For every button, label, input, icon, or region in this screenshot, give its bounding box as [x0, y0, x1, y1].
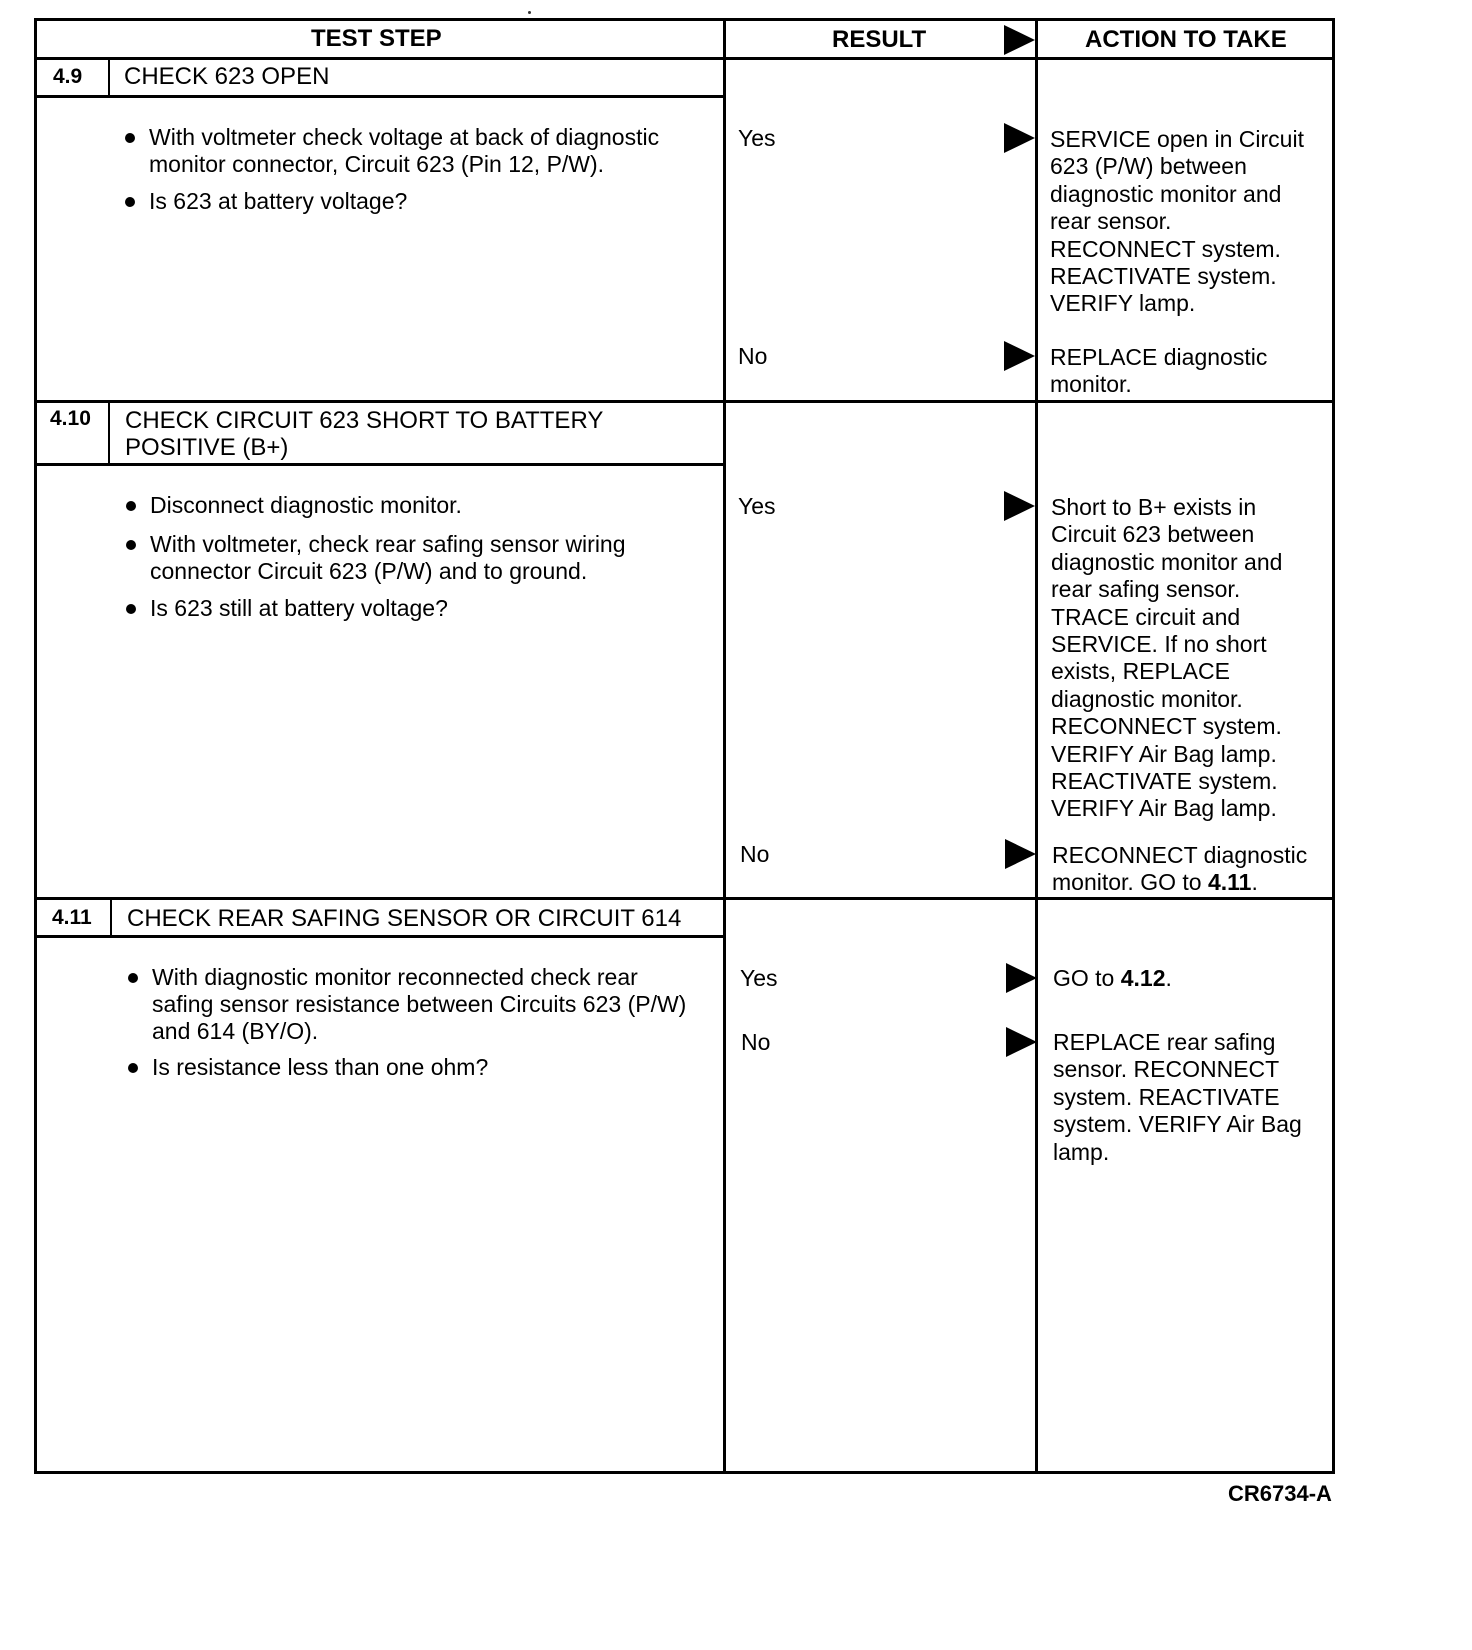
action-text: RECONNECT diagnostic monitor. GO to 4.11. — [1052, 842, 1308, 896]
step-number: 4.11 — [52, 906, 92, 929]
list-item: With voltmeter check voltage at back of diagnostic monitor connector, Circuit 623 (Pin 12, P/W). — [123, 124, 659, 178]
step-number-divider — [110, 899, 112, 936]
action-text: Short to B+ exists in Circuit 623 between diagnostic monitor and rear safing sensor. TRACE circuit and SERVICE. If no short exists, REPLACE diagnostic monitor. RECONNECT system. VERIFY Air Bag lamp. REACTIVATE system. VERIFY Air Bag lamp. — [1051, 494, 1283, 822]
step-number-divider — [108, 58, 110, 96]
action-text: REPLACE diagnostic monitor. — [1050, 344, 1268, 398]
result-arrow-icon — [1004, 962, 1038, 994]
table-border-right — [1332, 18, 1335, 1474]
list-item: Is 623 at battery voltage? — [123, 188, 407, 215]
step-title-underline — [35, 95, 725, 98]
header-arrow-icon — [1002, 24, 1036, 56]
result-label: Yes — [738, 493, 776, 519]
list-item: With diagnostic monitor reconnected check rear safing sensor resistance between Circuits 623 (P/W) and 614 (BY/O). — [126, 964, 686, 1045]
table-border-top — [35, 18, 1334, 21]
step-reference-link: 4.12 — [1120, 965, 1166, 991]
table-border-left — [34, 18, 37, 1474]
list-item: With voltmeter, check rear safing sensor wiring connector Circuit 623 (P/W) and to ground. — [124, 531, 626, 585]
step-title: CHECK CIRCUIT 623 SHORT TO BATTERY POSITIVE (B+) — [125, 407, 604, 461]
bullet-icon — [128, 973, 138, 983]
step-title-underline — [35, 935, 725, 938]
column-divider-action — [1035, 18, 1038, 1474]
step-reference-link: 4.11 — [1207, 869, 1252, 896]
step-title: CHECK 623 OPEN — [124, 63, 330, 90]
list-item: Disconnect diagnostic monitor. — [124, 492, 462, 519]
step-number: 4.9 — [53, 65, 83, 88]
figure-reference: CR6734-A — [1228, 1481, 1332, 1506]
result-arrow-icon — [1004, 1026, 1038, 1058]
result-label: Yes — [740, 965, 778, 991]
scan-speck — [528, 11, 531, 14]
result-label: No — [741, 1029, 771, 1055]
column-header-test-step: TEST STEP — [311, 25, 442, 52]
bullet-icon — [125, 197, 135, 207]
header-divider — [35, 57, 1334, 60]
action-text: REPLACE rear safing sensor. RECONNECT system. REACTIVATE system. VERIFY Air Bag lamp. — [1053, 1029, 1302, 1165]
column-header-action: ACTION TO TAKE — [1085, 26, 1287, 53]
bullet-icon — [125, 133, 135, 143]
result-label: Yes — [738, 125, 776, 151]
action-text: SERVICE open in Circuit 623 (P/W) between diagnostic monitor and rear sensor. RECONNECT system. REACTIVATE system. VERIFY lamp. — [1050, 126, 1304, 317]
column-header-result: RESULT — [832, 26, 927, 53]
column-divider-result — [723, 18, 726, 1474]
bullet-icon — [126, 604, 136, 614]
action-text: GO to 4.12. — [1053, 965, 1172, 991]
result-arrow-icon — [1002, 122, 1036, 154]
result-arrow-icon — [1003, 838, 1037, 870]
table-border-bottom — [34, 1471, 1335, 1474]
step-title: CHECK REAR SAFING SENSOR OR CIRCUIT 614 — [127, 905, 682, 932]
result-label: No — [740, 841, 770, 867]
list-item: Is 623 still at battery voltage? — [124, 595, 448, 622]
bullet-icon — [126, 501, 136, 511]
row-divider — [35, 897, 1334, 900]
row-divider — [35, 400, 1334, 403]
result-label: No — [738, 343, 768, 369]
result-arrow-icon — [1002, 340, 1036, 372]
bullet-icon — [126, 540, 136, 550]
step-title-underline — [35, 463, 725, 466]
result-arrow-icon — [1002, 490, 1036, 522]
bullet-icon — [128, 1063, 138, 1073]
list-item: Is resistance less than one ohm? — [126, 1054, 488, 1081]
step-number-divider — [108, 402, 110, 464]
step-number: 4.10 — [50, 407, 91, 430]
